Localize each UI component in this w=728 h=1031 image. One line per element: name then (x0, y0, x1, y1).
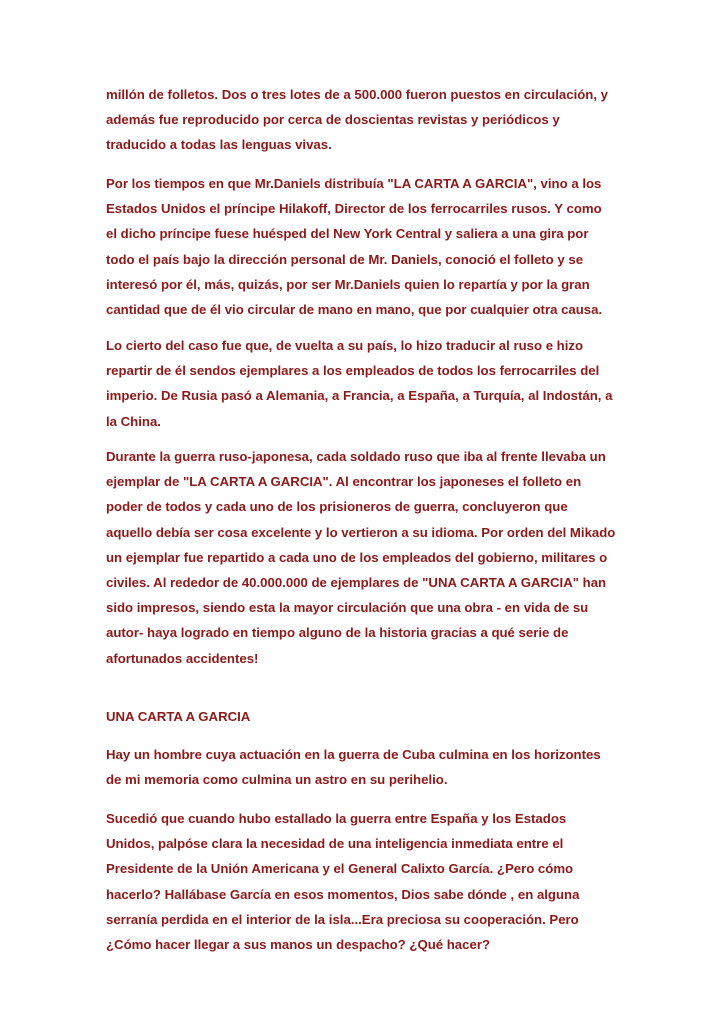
paragraph-line: todo el país bajo la dirección personal de Mr. Daniels, conoció el folleto y se (106, 251, 584, 267)
paragraph-line: un ejemplar fue repartido a cada uno de los empleados del gobierno, militares o (106, 549, 608, 565)
paragraph-line: de mi memoria como culmina un astro en su perihelio. (106, 772, 448, 788)
paragraph-line: la China. (106, 413, 161, 429)
paragraph-line: Hay un hombre cuya actuación en la guerra de Cuba culmina en los horizontes (106, 747, 601, 762)
paragraph-line: traducido a todas las lenguas vivas. (106, 137, 332, 153)
paragraph-1 (106, 82, 626, 158)
paragraph-line: serranía perdida en el interior de la isla...Era preciosa su cooperación. Pero (106, 911, 579, 927)
section-title (106, 704, 626, 729)
section-paragraph-2 (106, 806, 626, 957)
paragraph-3 (106, 333, 626, 434)
paragraph-2 (106, 171, 626, 322)
paragraph-line: cantidad que de él vio circular de mano en mano, que por cualquier otra causa. (106, 301, 603, 317)
section-paragraph-1 (106, 742, 626, 792)
paragraph-line: Por los tiempos en que Mr.Daniels distribuía "LA CARTA A GARCIA", vino a los (106, 176, 602, 191)
paragraph-line: el dicho príncipe fuese huésped del New York Central y saliera a una gira por (106, 226, 589, 242)
paragraph-line: ejemplar de "LA CARTA A GARCIA". Al encontrar los japoneses el folleto en (106, 474, 582, 490)
paragraph-line: aquello debía ser cosa excelente y lo vertieron a su idioma. Por orden del Mikado (106, 524, 616, 540)
paragraph-line: hacerlo? Hallábase García en esos momentos, Dios sabe dónde , en alguna (106, 886, 580, 902)
paragraph-line: poder de todos y cada uno de los prisioneros de guerra, concluyeron que (106, 499, 568, 515)
paragraph-line: Sucedió que cuando hubo estallado la guerra entre España y los Estados (106, 811, 567, 826)
paragraph-line: repartir de él sendos ejemplares a los empleados de todos los ferrocarriles del (106, 363, 600, 379)
paragraph-line: ¿Cómo hacer llegar a sus manos un despacho? ¿Qué hacer? (106, 936, 491, 952)
paragraph-line: autor- haya logrado en tiempo alguno de la historia gracias a qué serie de (106, 625, 569, 641)
paragraph-line: Estados Unidos el príncipe Hilakoff, Director de los ferrocarriles rusos. Y como (106, 201, 602, 217)
paragraph-line: imperio. De Rusia pasó a Alemania, a Francia, a España, a Turquía, al Indostán, a (106, 388, 613, 404)
paragraph-4 (106, 444, 626, 671)
paragraph-line: Presidente de la Unión Americana y el General Calixto García. ¿Pero cómo (106, 861, 574, 877)
paragraph-line: civiles. Al rededor de 40.000.000 de ejemplares de "UNA CARTA A GARCIA" han (106, 574, 607, 590)
paragraph-line: Durante la guerra ruso-japonesa, cada soldado ruso que iba al frente llevaba un (106, 449, 606, 464)
section-title-text: UNA CARTA A GARCIA (106, 709, 251, 724)
paragraph-line: sido impresos, siendo esta la mayor circulación que una obra - en vida de su (106, 600, 589, 616)
paragraph-line: Lo cierto del caso fue que, de vuelta a su país, lo hizo traducir al ruso e hizo (106, 338, 584, 353)
paragraph-line: Unidos, palpóse clara la necesidad de una inteligencia inmediata entre el (106, 836, 564, 852)
paragraph-line: millón de folletos. Dos o tres lotes de a 500.000 fueron puestos en circulación, y (106, 87, 609, 102)
paragraph-line: afortunados accidentes! (106, 650, 259, 666)
paragraph-line: interesó por él, más, quizás, por ser Mr.Daniels quien lo repartía y por la gran (106, 276, 590, 292)
paragraph-line: además fue reproducido por cerca de doscientas revistas y periódicos y (106, 112, 560, 128)
